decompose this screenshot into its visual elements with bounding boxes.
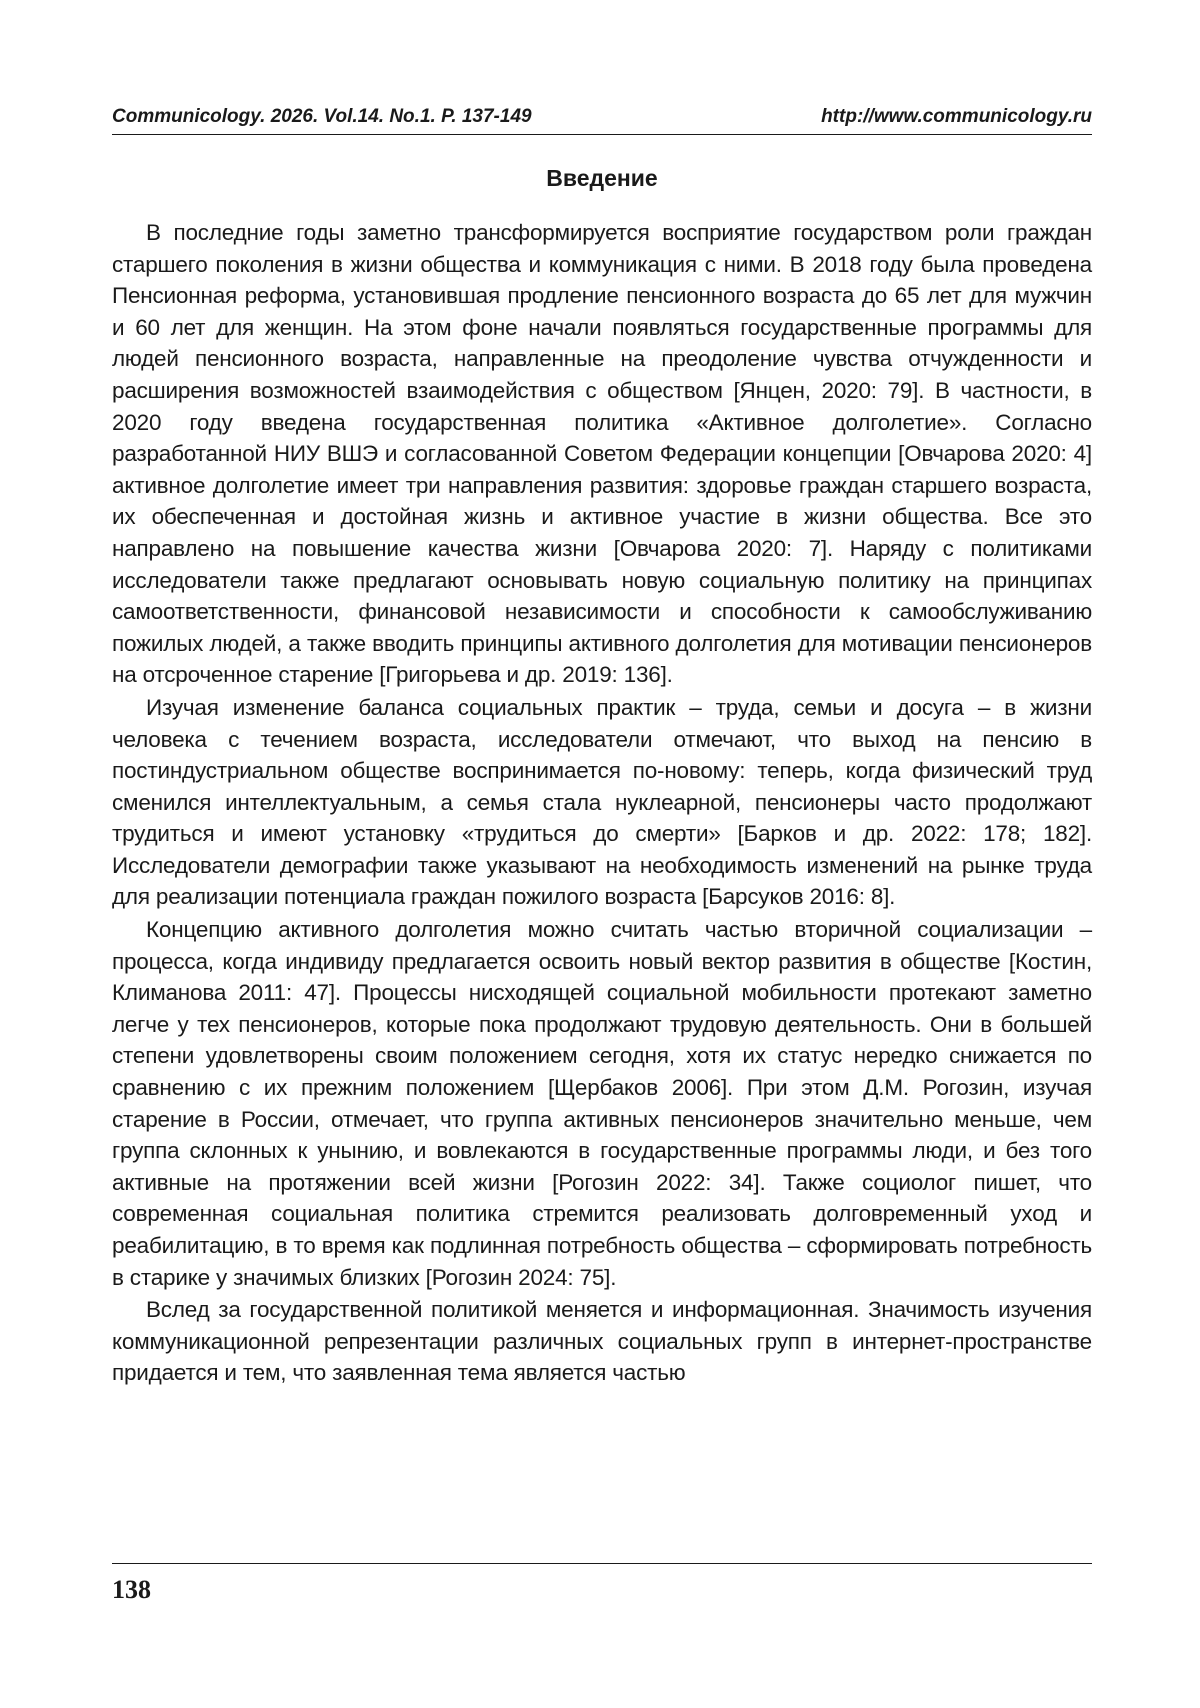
paragraph-3: Концепцию активного долголетия можно считать частью вторичной социализации – процесса, когда индивиду предлагается освоить новый вектор развития в обществе [Костин, Климанова 2011: 47]. Процессы нисходящей социальной мобильности протекают заметно легче у тех пенсионеров, которые пока продолжают трудовую деятельность. Они в большей степени удовлетворены своим положением сегодня, хотя их статус нередко снижается по сравнению с их прежним положением [Щербаков 2006]. При этом Д.М. Рогозин, изучая старение в России, отмечает, что группа активных пенсионеров значительно меньше, чем группа склонных к унынию, и вовлекаются в государственные программы люди, и без того активные на протяжении всей жизни [Рогозин 2022: 34]. Также социолог пишет, что современная социальная политика стремится реализовать долговременный уход и реабилитацию, в то время как подлинная потребность общества – сформировать потребность в старике у значимых близких [Рогозин 2024: 75]. bbox=[112, 917, 1092, 1290]
paragraph-1: В последние годы заметно трансформируется восприятие государством роли граждан старшего поколения в жизни общества и коммуникация с ними. В 2018 году была проведена Пенсионная реформа, установившая продление пенсионного возраста до 65 лет для мужчин и 60 лет для женщин. На этом фоне начали появляться государственные программы для людей пенсионного возраста, направленные на преодоление чувства отчужденности и расширения возможностей взаимодействия с обществом [Янцен, 2020: 79]. В частности, в 2020 году введена государственная политика «Активное долголетие». Согласно разработанной НИУ ВШЭ и согласованной Советом Федерации концепции [Овчарова 2020: 4] активное долголетие имеет три направления развития: здоровье граждан старшего возраста, их обеспеченная и достойная жизнь и активное участие в жизни общества. Все это направлено на повышение качества жизни [Овчарова 2020: 7]. Наряду с политиками исследователи также предлагают основывать новую социальную политику на принципах самоответственности, финансовой независимости и способности к самообслуживанию пожилых людей, а также вводить принципы активного долголетия для мотивации пенсионеров на отсроченное старение [Григорьева и др. 2019: 136]. bbox=[112, 220, 1092, 688]
section-title: Введение bbox=[546, 165, 658, 191]
paragraph-4: Вслед за государственной политикой меняется и информационная. Значимость изучения коммуникационной репрезентации различных социальных групп в интернет-пространстве придается и тем, что заявленная тема является частью bbox=[112, 1297, 1092, 1386]
journal-citation: Communicology. 2026. Vol.14. No.1. P. 137-149 bbox=[112, 106, 532, 127]
running-header bbox=[112, 104, 1092, 135]
page-number: 138 bbox=[112, 1575, 151, 1604]
article-body bbox=[112, 217, 1092, 1390]
footer-divider bbox=[112, 1563, 1092, 1564]
paragraph-2: Изучая изменение баланса социальных практик – труда, семьи и досуга – в жизни человека с течением возраста, исследователи отмечают, что выход на пенсию в постиндустриальном обществе воспринимается по-новому: теперь, когда физический труд сменился интеллектуальным, а семья стала нуклеарной, пенсионеры часто продолжают трудиться и имеют установку «трудиться до смерти» [Барков и др. 2022: 178; 182]. Исследователи демографии также указывают на необходимость изменений на рынке труда для реализации потенциала граждан пожилого возраста [Барсуков 2016: 8]. bbox=[112, 694, 1092, 910]
journal-url[interactable]: http://www.communicology.ru bbox=[821, 106, 1092, 127]
